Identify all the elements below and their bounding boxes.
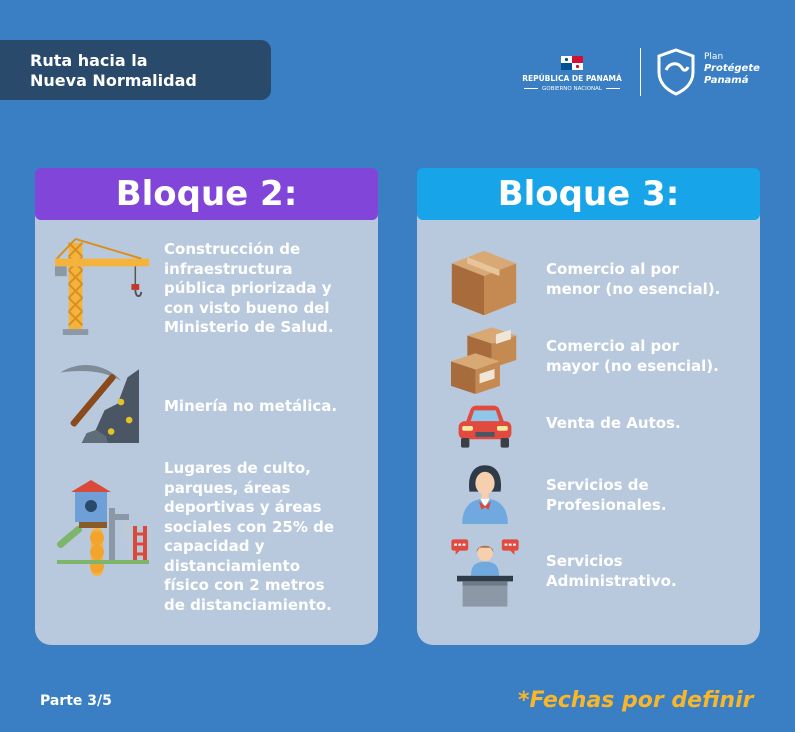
bloque-2-card (35, 168, 378, 645)
republic-name: REPÚBLICA DE PANAMÁ (522, 74, 622, 83)
office-worker-icon (449, 538, 521, 608)
shield-logo-icon (656, 48, 696, 96)
text-line: deportivas y áreas (164, 498, 322, 516)
playground-icon (49, 480, 157, 580)
bloque-3-item-4 (546, 476, 667, 515)
bloque-2-item-1 (164, 240, 334, 338)
government-label: GOBIERNO NACIONAL (515, 86, 629, 92)
dates-note: *Fechas por definir (518, 688, 754, 713)
construction-crane-icon (53, 236, 151, 336)
bloque-2-header: Bloque 2: (35, 168, 378, 220)
bloque-2-item-2 (164, 397, 337, 417)
text-line: Ministerio de Salud. (164, 318, 334, 336)
text-line: Servicios de (546, 476, 649, 494)
text-line: Lugares de culto, (164, 459, 311, 477)
text-line: Administrativo. (546, 571, 677, 590)
text-line: Comercio al por (546, 260, 680, 278)
title-line-2: Nueva Normalidad (30, 71, 197, 90)
bloque-2-item-3 (164, 459, 334, 615)
part-indicator: Parte 3/5 (40, 693, 112, 709)
plan-name-2: Panamá (704, 75, 749, 86)
text-line: menor (no esencial). (546, 279, 721, 298)
bloque-3-header: Bloque 3: (417, 168, 760, 220)
text-line: capacidad y (164, 537, 265, 555)
pickaxe-mining-icon (57, 361, 139, 443)
plan-label: Plan (704, 52, 724, 62)
title-line-1: Ruta hacia la (30, 51, 148, 70)
text-line: Venta de Autos. (546, 414, 681, 432)
logo-divider (640, 48, 641, 96)
text-line: distanciamiento (164, 556, 301, 575)
bloque-3-item-5 (546, 552, 677, 591)
text-line: pública priorizada y (164, 279, 332, 297)
text-line: Profesionales. (546, 495, 667, 514)
text-line: físico con 2 metros (164, 576, 325, 594)
bloque-3-item-2 (546, 337, 719, 376)
car-icon (455, 402, 515, 450)
text-line: parques, áreas (164, 478, 291, 497)
text-line: sociales con 25% de (164, 517, 334, 536)
bloque-3-item-3 (546, 414, 681, 434)
title-banner (0, 40, 271, 100)
panama-flag-icon (561, 56, 583, 70)
text-line: Servicios (546, 552, 623, 570)
government-logos (515, 44, 775, 100)
plan-name-1: Protégete (704, 63, 760, 74)
text-line: mayor (no esencial). (546, 356, 719, 375)
text-line: Minería no metálica. (164, 397, 338, 415)
text-line: infraestructura (164, 259, 293, 278)
boxes-icon (447, 326, 523, 394)
professional-woman-icon (455, 460, 515, 528)
text-line: con visto bueno del (164, 298, 330, 317)
box-icon (449, 248, 519, 318)
text-line: Construcción de (164, 240, 301, 258)
bloque-3-item-1 (546, 260, 720, 299)
text-line: de distanciamiento. (164, 595, 332, 614)
text-line: Comercio al por (546, 337, 680, 355)
bloque-3-card (417, 168, 760, 645)
